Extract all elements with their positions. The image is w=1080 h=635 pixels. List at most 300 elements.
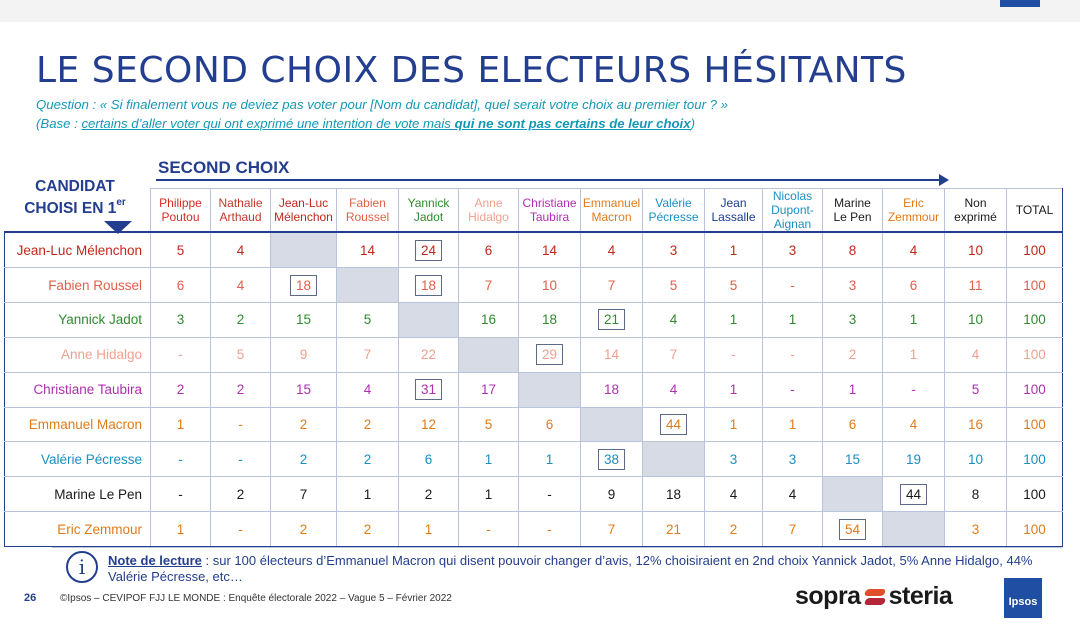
cell-value: 100 xyxy=(1023,277,1046,293)
cell-value: 15 xyxy=(295,312,312,328)
base-text xyxy=(36,116,695,131)
table-cell xyxy=(945,232,1007,268)
cell-value: 7 xyxy=(484,277,493,293)
cell-value: 1 xyxy=(729,312,738,328)
table-cell xyxy=(271,407,337,442)
table-cell xyxy=(151,407,211,442)
column-header-line: Marine xyxy=(834,196,871,210)
table-cell xyxy=(705,442,763,477)
ipsos-logo: Ipsos xyxy=(1004,578,1042,618)
row-label: Jean-Luc Mélenchon xyxy=(5,232,151,268)
table-cell xyxy=(151,372,211,407)
table-cell xyxy=(643,477,705,512)
cell-value: - xyxy=(238,451,243,467)
cell-value: 2 xyxy=(236,312,245,328)
cell-value: 3 xyxy=(176,312,185,328)
table-cell xyxy=(705,337,763,372)
table-cell xyxy=(823,337,883,372)
table-cell xyxy=(763,302,823,337)
table-cell xyxy=(151,477,211,512)
table-cell xyxy=(151,232,211,268)
cell-value: 22 xyxy=(420,347,437,363)
table-cell xyxy=(337,372,399,407)
table-cell xyxy=(1007,337,1063,372)
row-label: Marine Le Pen xyxy=(5,477,151,512)
cell-value: - xyxy=(238,416,243,432)
cell-value: 7 xyxy=(363,347,372,363)
table-cell xyxy=(945,442,1007,477)
cell-value: 3 xyxy=(788,451,797,467)
column-header-line: Pécresse xyxy=(648,210,699,224)
cell-value: 100 xyxy=(1023,521,1046,537)
column-header-line: Roussel xyxy=(345,210,390,224)
table-cell xyxy=(581,268,643,303)
table-cell xyxy=(519,512,581,547)
cell-value: 4 xyxy=(607,242,616,258)
cell-value: 1 xyxy=(729,382,738,398)
cell-value: 4 xyxy=(236,277,245,293)
cell-value: 17 xyxy=(480,382,497,398)
cell-value: 6 xyxy=(424,451,433,467)
table-cell xyxy=(1007,477,1063,512)
column-header-line: Dupont- xyxy=(771,203,814,217)
cell-value: 1 xyxy=(176,416,185,432)
column-header-line: Nathalie xyxy=(218,196,263,210)
column-header xyxy=(337,189,399,233)
table-cell xyxy=(1007,372,1063,407)
table-cell xyxy=(519,302,581,337)
cell-value: 2 xyxy=(299,416,308,432)
note-label: Note de lecture xyxy=(108,553,202,568)
cell-value: 4 xyxy=(909,242,918,258)
cell-value: 9 xyxy=(607,486,616,502)
highlighted-value: 21 xyxy=(598,309,625,330)
table-cell xyxy=(519,232,581,268)
cell-value: 100 xyxy=(1023,382,1046,398)
table-cell xyxy=(945,268,1007,303)
cell-value: 4 xyxy=(971,347,980,363)
header-corner xyxy=(5,189,151,233)
column-header-line: Jean xyxy=(720,196,747,210)
cell-value: - xyxy=(790,382,795,398)
table-cell xyxy=(211,232,271,268)
table-cell xyxy=(151,442,211,477)
cell-value: 1 xyxy=(909,312,918,328)
top-band xyxy=(0,0,1080,22)
table-cell xyxy=(945,302,1007,337)
column-header-line: Fabien xyxy=(349,196,386,210)
cell-value: 1 xyxy=(424,521,433,537)
table-cell xyxy=(643,337,705,372)
column-header xyxy=(1007,189,1063,233)
column-header-line: TOTAL xyxy=(1015,203,1054,217)
sopra-steria-logo xyxy=(795,582,952,611)
table-cell xyxy=(211,442,271,477)
cell-value: 3 xyxy=(848,312,857,328)
table-cell xyxy=(519,442,581,477)
cell-value: 2 xyxy=(729,521,738,537)
table-cell xyxy=(337,302,399,337)
table-row xyxy=(5,232,1063,268)
table-cell xyxy=(883,442,945,477)
candidate-line2-text: CHOISI EN 1 xyxy=(24,200,117,217)
cell-value: 4 xyxy=(236,242,245,258)
table-cell xyxy=(823,302,883,337)
table-cell xyxy=(581,372,643,407)
table-cell xyxy=(945,407,1007,442)
table-row xyxy=(5,268,1063,303)
footer-source: ©Ipsos – CEVIPOF FJJ LE MONDE : Enquête électorale 2022 – Vague 5 – Février 2022 xyxy=(60,593,452,604)
table-cell xyxy=(337,232,399,268)
table-cell xyxy=(519,337,581,372)
cell-value: 18 xyxy=(603,382,620,398)
column-header-line: Aignan xyxy=(773,217,812,231)
table-cell xyxy=(271,232,337,268)
table-cell xyxy=(1007,232,1063,268)
cell-value: 1 xyxy=(545,451,554,467)
column-header-line: Jean-Luc xyxy=(278,196,329,210)
cell-value: 100 xyxy=(1023,486,1046,502)
table-cell xyxy=(643,302,705,337)
cell-value: 10 xyxy=(541,277,558,293)
cell-value: 4 xyxy=(788,486,797,502)
table-cell xyxy=(883,268,945,303)
row-label: Valérie Pécresse xyxy=(5,442,151,477)
cell-value: - xyxy=(178,486,183,502)
column-header-line: Macron xyxy=(591,210,632,224)
table-cell xyxy=(823,268,883,303)
table-cell xyxy=(945,512,1007,547)
table-cell xyxy=(581,337,643,372)
table-cell xyxy=(459,302,519,337)
column-header xyxy=(519,189,581,233)
table-cell xyxy=(271,337,337,372)
column-header xyxy=(581,189,643,233)
table-cell xyxy=(705,232,763,268)
table-cell xyxy=(581,442,643,477)
reading-note xyxy=(108,553,1048,585)
cell-value: 1 xyxy=(484,486,493,502)
candidate-sup: er xyxy=(116,197,126,208)
cell-value: 1 xyxy=(176,521,185,537)
table-cell xyxy=(705,477,763,512)
cell-value: 4 xyxy=(729,486,738,502)
highlighted-value: 18 xyxy=(290,275,317,296)
cell-value: 1 xyxy=(788,416,797,432)
table-cell xyxy=(581,232,643,268)
cell-value: 2 xyxy=(363,416,372,432)
table-cell xyxy=(883,232,945,268)
table-cell xyxy=(823,232,883,268)
table-cell xyxy=(763,477,823,512)
column-header-line: Arthaud xyxy=(219,210,262,224)
sopra-steria-mark-icon xyxy=(865,588,885,606)
cell-value: 7 xyxy=(669,347,678,363)
table-cell xyxy=(211,268,271,303)
table-cell xyxy=(945,477,1007,512)
cell-value: 1 xyxy=(909,347,918,363)
cell-value: 7 xyxy=(607,521,616,537)
table-cell xyxy=(399,407,459,442)
table-cell xyxy=(883,512,945,547)
cell-value: 100 xyxy=(1023,242,1046,258)
table-cell xyxy=(823,407,883,442)
column-header-line: Anne xyxy=(474,196,503,210)
column-header-line: Poutou xyxy=(161,210,200,224)
row-label: Anne Hidalgo xyxy=(5,337,151,372)
base-underlined: certains d’aller voter qui ont exprimé une intention de vote mais xyxy=(81,116,455,131)
table-cell xyxy=(151,302,211,337)
table-row xyxy=(5,512,1063,547)
column-header-line: Hidalgo xyxy=(468,210,509,224)
cell-value: 2 xyxy=(363,521,372,537)
cell-value: 100 xyxy=(1023,416,1046,432)
table-cell xyxy=(1007,442,1063,477)
base-bold: qui ne sont pas certains de leur choix xyxy=(454,116,691,131)
cell-value: - xyxy=(547,521,552,537)
table-cell xyxy=(581,302,643,337)
cell-value: 5 xyxy=(363,312,372,328)
table-cell xyxy=(459,477,519,512)
info-icon: i xyxy=(66,551,98,583)
table-row xyxy=(5,477,1063,512)
table-cell xyxy=(763,442,823,477)
table-cell xyxy=(763,337,823,372)
cell-value: 3 xyxy=(669,242,678,258)
cell-value: 5 xyxy=(971,382,980,398)
table-cell xyxy=(643,268,705,303)
table-cell xyxy=(337,337,399,372)
cell-value: 18 xyxy=(665,486,682,502)
table-cell xyxy=(459,337,519,372)
cell-value: 2 xyxy=(236,382,245,398)
table-cell xyxy=(823,477,883,512)
page-number: 26 xyxy=(24,592,37,604)
cell-value: 100 xyxy=(1023,312,1046,328)
table-row xyxy=(5,302,1063,337)
second-choice-table xyxy=(4,188,1063,547)
column-header-line: Jadot xyxy=(413,210,444,224)
table-cell xyxy=(945,337,1007,372)
header-row xyxy=(5,189,1063,233)
column-header-line: Christiane xyxy=(522,196,577,210)
cell-value: 8 xyxy=(971,486,980,502)
column-header xyxy=(643,189,705,233)
cell-value: 1 xyxy=(788,312,797,328)
column-header-line: Yannick xyxy=(407,196,450,210)
cell-value: 12 xyxy=(420,416,437,432)
cell-value: 6 xyxy=(545,416,554,432)
column-header-line: Valérie xyxy=(655,196,692,210)
table-cell xyxy=(211,477,271,512)
cell-value: 2 xyxy=(236,486,245,502)
column-header-line: Emmanuel xyxy=(582,196,641,210)
table-cell xyxy=(337,442,399,477)
table-cell xyxy=(763,232,823,268)
cell-value: 14 xyxy=(603,347,620,363)
table-cell xyxy=(459,372,519,407)
cell-value: 1 xyxy=(363,486,372,502)
table-cell xyxy=(643,407,705,442)
column-header-line: Philippe xyxy=(159,196,202,210)
column-header xyxy=(823,189,883,233)
cell-value: 5 xyxy=(669,277,678,293)
cell-value: 5 xyxy=(729,277,738,293)
table-cell xyxy=(883,337,945,372)
cell-value: 2 xyxy=(363,451,372,467)
column-header xyxy=(459,189,519,233)
table-cell xyxy=(399,302,459,337)
table-cell xyxy=(581,512,643,547)
table-cell xyxy=(643,232,705,268)
arrow-head-icon xyxy=(939,174,949,186)
table-cell xyxy=(151,268,211,303)
sopra-text: sopra xyxy=(795,582,861,610)
column-header xyxy=(883,189,945,233)
cell-value: 10 xyxy=(967,242,984,258)
column-header-line: Taubira xyxy=(529,210,570,224)
table-cell xyxy=(399,372,459,407)
column-header xyxy=(271,189,337,233)
table-cell xyxy=(883,372,945,407)
base-prefix: (Base : xyxy=(36,116,82,131)
table-cell xyxy=(459,268,519,303)
candidate-line1: CANDIDAT xyxy=(35,178,115,195)
cell-value: 14 xyxy=(359,242,376,258)
cell-value: 6 xyxy=(909,277,918,293)
cell-value: 2 xyxy=(424,486,433,502)
table-cell xyxy=(271,268,337,303)
cell-value: 100 xyxy=(1023,347,1046,363)
highlighted-value: 24 xyxy=(415,240,442,261)
table-cell xyxy=(337,512,399,547)
cell-value: - xyxy=(911,382,916,398)
column-header-line: Lassalle xyxy=(711,210,756,224)
table-cell xyxy=(459,442,519,477)
cell-value: - xyxy=(486,521,491,537)
table-cell xyxy=(1007,302,1063,337)
table-cell xyxy=(1007,268,1063,303)
table-cell xyxy=(763,372,823,407)
question-text: Question : « Si finalement vous ne deviez pas voter pour [Nom du candidat], quel serait votre choix au premier tour ? » xyxy=(36,97,728,112)
cell-value: 7 xyxy=(788,521,797,537)
column-header-line: exprimé xyxy=(954,210,997,224)
row-label: Fabien Roussel xyxy=(5,268,151,303)
table-cell xyxy=(643,372,705,407)
cell-value: 7 xyxy=(607,277,616,293)
note-text: : sur 100 électeurs d’Emmanuel Macron qui disent pouvoir changer d’avis, 12% choisiraient en 2nd choix Yannick Jadot, 5% Anne Hidalgo, 44% Valérie Pécresse, etc… xyxy=(108,553,1033,584)
cell-value: 16 xyxy=(967,416,984,432)
cell-value: 1 xyxy=(848,382,857,398)
cell-value: 5 xyxy=(176,242,185,258)
table-cell xyxy=(763,407,823,442)
table-cell xyxy=(399,337,459,372)
row-label: Emmanuel Macron xyxy=(5,407,151,442)
cell-value: 5 xyxy=(236,347,245,363)
cell-value: 5 xyxy=(484,416,493,432)
arrow-right-icon xyxy=(156,179,941,181)
table-cell xyxy=(1007,407,1063,442)
highlighted-value: 44 xyxy=(900,484,927,505)
table-cell xyxy=(705,372,763,407)
table-cell xyxy=(519,477,581,512)
table-cell xyxy=(823,372,883,407)
table-cell xyxy=(763,268,823,303)
table-cell xyxy=(519,372,581,407)
cell-value: - xyxy=(731,347,736,363)
cell-value: 3 xyxy=(971,521,980,537)
table-row xyxy=(5,337,1063,372)
highlighted-value: 44 xyxy=(660,414,687,435)
cell-value: 15 xyxy=(295,382,312,398)
cell-value: 3 xyxy=(848,277,857,293)
cell-value: 8 xyxy=(848,242,857,258)
table-cell xyxy=(211,337,271,372)
table-cell xyxy=(399,442,459,477)
column-header xyxy=(705,189,763,233)
column-header-line: Le Pen xyxy=(833,210,872,224)
column-header-line: Zemmour xyxy=(887,210,940,224)
cell-value: 6 xyxy=(848,416,857,432)
highlighted-value: 29 xyxy=(536,344,563,365)
table-cell xyxy=(823,442,883,477)
highlighted-value: 31 xyxy=(415,379,442,400)
cell-value: - xyxy=(238,521,243,537)
column-header xyxy=(151,189,211,233)
cell-value: 4 xyxy=(669,312,678,328)
cell-value: 6 xyxy=(484,242,493,258)
table-cell xyxy=(883,477,945,512)
table-cell xyxy=(705,268,763,303)
cell-value: 2 xyxy=(299,521,308,537)
row-label: Eric Zemmour xyxy=(5,512,151,547)
table-cell xyxy=(211,302,271,337)
page-title: LE SECOND CHOIX DES ELECTEURS HÉSITANTS xyxy=(36,50,907,91)
cell-value: 4 xyxy=(363,382,372,398)
cell-value: 1 xyxy=(484,451,493,467)
cell-value: 10 xyxy=(967,451,984,467)
ipsos-top-logo xyxy=(1000,0,1040,7)
table-row xyxy=(5,407,1063,442)
table-cell xyxy=(581,477,643,512)
table-cell xyxy=(705,302,763,337)
column-header-line: Eric xyxy=(903,196,924,210)
cell-value: 4 xyxy=(669,382,678,398)
table-cell xyxy=(883,302,945,337)
table-cell xyxy=(271,302,337,337)
table-row xyxy=(5,442,1063,477)
table-cell xyxy=(643,442,705,477)
table-cell xyxy=(337,268,399,303)
cell-value: - xyxy=(547,486,552,502)
table-cell xyxy=(459,407,519,442)
table-cell xyxy=(705,407,763,442)
column-header xyxy=(763,189,823,233)
highlighted-value: 38 xyxy=(598,449,625,470)
row-label: Yannick Jadot xyxy=(5,302,151,337)
steria-text: steria xyxy=(888,582,953,610)
cell-value: 21 xyxy=(665,521,682,537)
table-cell xyxy=(643,512,705,547)
cell-value: 3 xyxy=(729,451,738,467)
second-choice-label: SECOND CHOIX xyxy=(158,158,290,177)
table-cell xyxy=(271,442,337,477)
table-cell xyxy=(581,407,643,442)
cell-value: 10 xyxy=(967,312,984,328)
table-cell xyxy=(519,268,581,303)
cell-value: 9 xyxy=(299,347,308,363)
column-header xyxy=(211,189,271,233)
